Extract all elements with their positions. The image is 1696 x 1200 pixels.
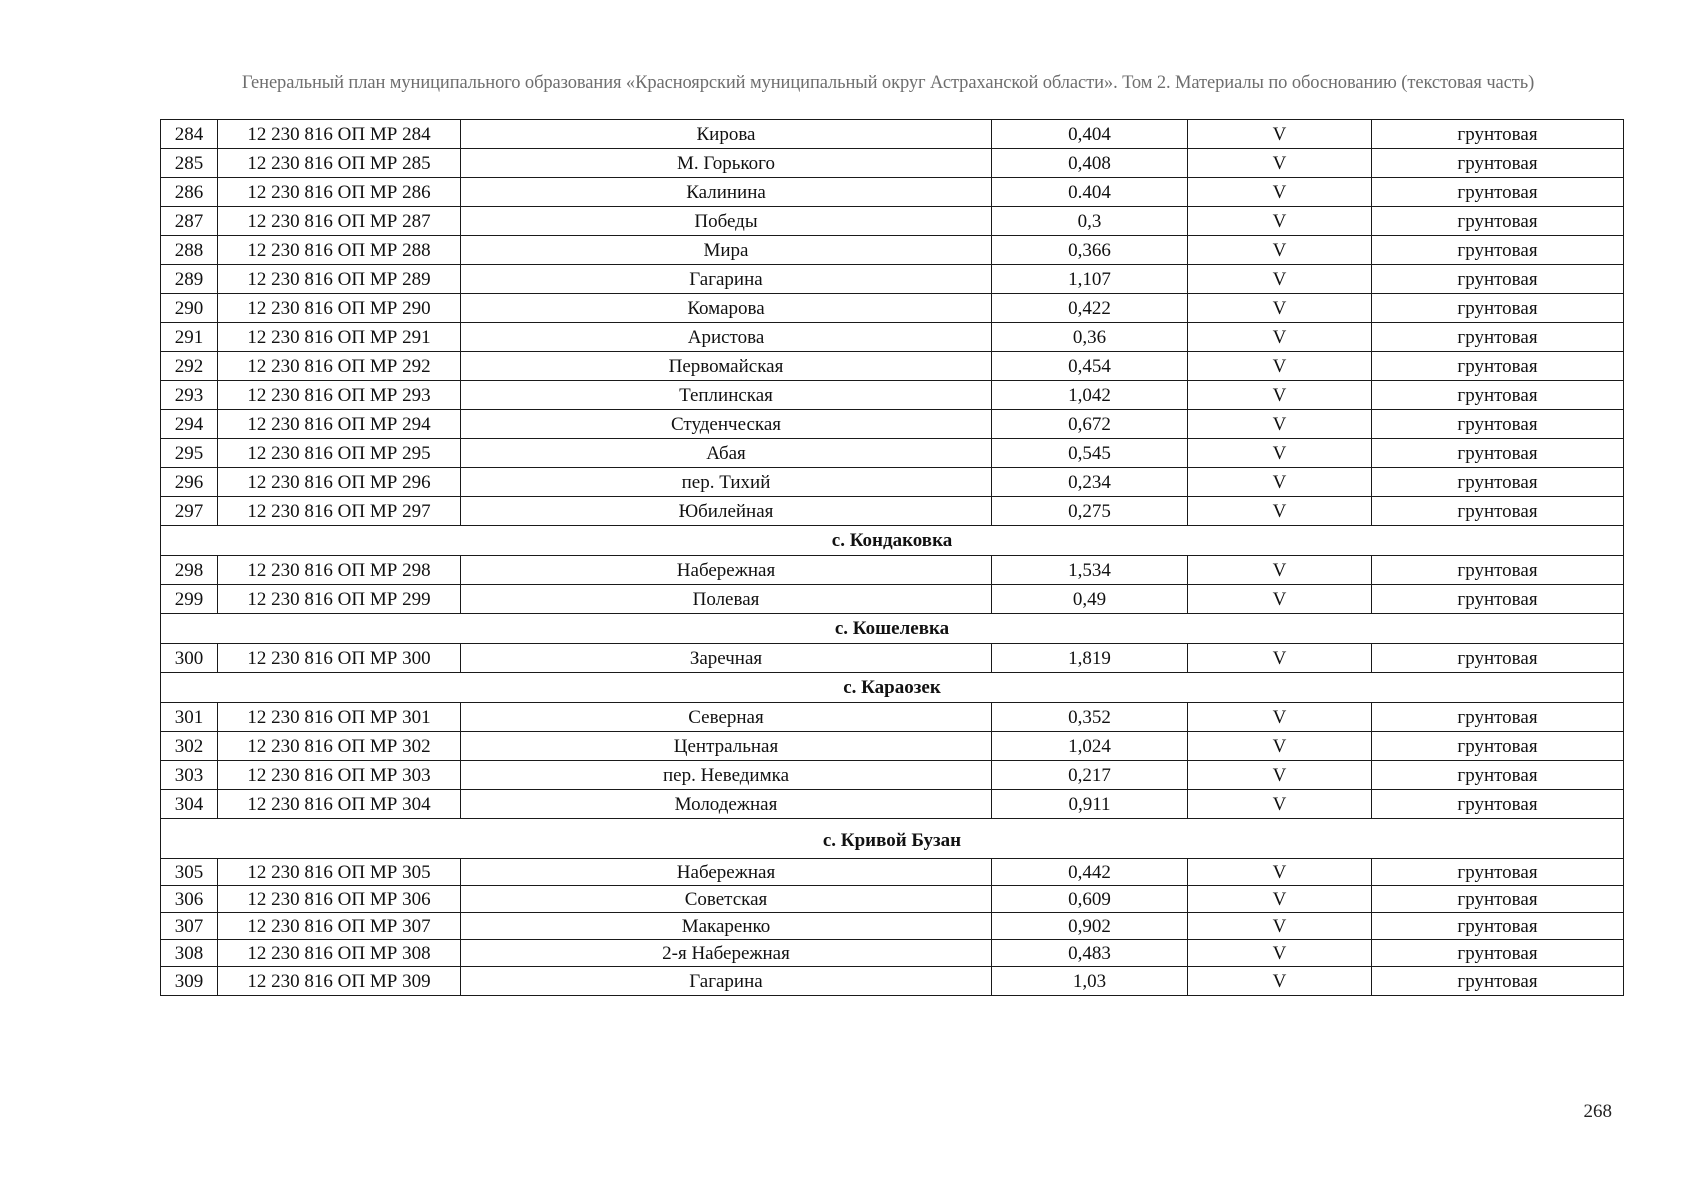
road-id-cell: 12 230 816 ОП МР 302 bbox=[218, 732, 461, 761]
road-name-cell: М. Горького bbox=[461, 149, 992, 178]
road-id-cell: 12 230 816 ОП МР 309 bbox=[218, 967, 461, 996]
table-row bbox=[161, 178, 1624, 207]
road-surface-cell: грунтовая bbox=[1372, 913, 1624, 940]
table-row bbox=[161, 761, 1624, 790]
road-id-cell: 12 230 816 ОП МР 297 bbox=[218, 497, 461, 526]
settlement-section-row bbox=[161, 673, 1624, 703]
road-length-cell: 1,819 bbox=[992, 644, 1188, 673]
road-length-cell: 0,454 bbox=[992, 352, 1188, 381]
road-length-cell: 0,483 bbox=[992, 940, 1188, 967]
roads-table-body bbox=[161, 120, 1624, 996]
road-surface-cell: грунтовая bbox=[1372, 178, 1624, 207]
road-name-cell: Юбилейная bbox=[461, 497, 992, 526]
road-category-cell: V bbox=[1188, 120, 1372, 149]
road-surface-cell: грунтовая bbox=[1372, 323, 1624, 352]
table-row bbox=[161, 497, 1624, 526]
row-number-cell: 308 bbox=[161, 940, 218, 967]
road-surface-cell: грунтовая bbox=[1372, 859, 1624, 886]
row-number-cell: 301 bbox=[161, 703, 218, 732]
road-id-cell: 12 230 816 ОП МР 294 bbox=[218, 410, 461, 439]
road-name-cell: Калинина bbox=[461, 178, 992, 207]
road-surface-cell: грунтовая bbox=[1372, 468, 1624, 497]
road-name-cell: Гагарина bbox=[461, 967, 992, 996]
road-id-cell: 12 230 816 ОП МР 284 bbox=[218, 120, 461, 149]
road-length-cell: 1,107 bbox=[992, 265, 1188, 294]
road-id-cell: 12 230 816 ОП МР 290 bbox=[218, 294, 461, 323]
road-category-cell: V bbox=[1188, 410, 1372, 439]
table-row bbox=[161, 556, 1624, 585]
road-surface-cell: грунтовая bbox=[1372, 886, 1624, 913]
road-length-cell: 0.404 bbox=[992, 178, 1188, 207]
road-length-cell: 0,609 bbox=[992, 886, 1188, 913]
road-category-cell: V bbox=[1188, 913, 1372, 940]
settlement-section-row bbox=[161, 526, 1624, 556]
road-length-cell: 1,534 bbox=[992, 556, 1188, 585]
road-name-cell: пер. Тихий bbox=[461, 468, 992, 497]
row-number-cell: 284 bbox=[161, 120, 218, 149]
row-number-cell: 300 bbox=[161, 644, 218, 673]
settlement-name: с. Караозек bbox=[161, 673, 1624, 703]
table-row bbox=[161, 265, 1624, 294]
table-row bbox=[161, 323, 1624, 352]
road-category-cell: V bbox=[1188, 790, 1372, 819]
row-number-cell: 285 bbox=[161, 149, 218, 178]
road-id-cell: 12 230 816 ОП МР 307 bbox=[218, 913, 461, 940]
road-length-cell: 0,49 bbox=[992, 585, 1188, 614]
table-row bbox=[161, 940, 1624, 967]
table-row bbox=[161, 790, 1624, 819]
road-name-cell: Макаренко bbox=[461, 913, 992, 940]
table-row bbox=[161, 886, 1624, 913]
road-surface-cell: грунтовая bbox=[1372, 265, 1624, 294]
road-surface-cell: грунтовая bbox=[1372, 439, 1624, 468]
table-row bbox=[161, 294, 1624, 323]
road-length-cell: 0,234 bbox=[992, 468, 1188, 497]
page-number: 268 bbox=[1583, 1101, 1612, 1122]
row-number-cell: 304 bbox=[161, 790, 218, 819]
road-id-cell: 12 230 816 ОП МР 299 bbox=[218, 585, 461, 614]
road-length-cell: 0,672 bbox=[992, 410, 1188, 439]
road-surface-cell: грунтовая bbox=[1372, 352, 1624, 381]
road-id-cell: 12 230 816 ОП МР 306 bbox=[218, 886, 461, 913]
road-name-cell: Первомайская bbox=[461, 352, 992, 381]
road-length-cell: 0,408 bbox=[992, 149, 1188, 178]
road-category-cell: V bbox=[1188, 178, 1372, 207]
road-category-cell: V bbox=[1188, 265, 1372, 294]
row-number-cell: 302 bbox=[161, 732, 218, 761]
road-name-cell: Полевая bbox=[461, 585, 992, 614]
table-row bbox=[161, 732, 1624, 761]
road-category-cell: V bbox=[1188, 207, 1372, 236]
road-id-cell: 12 230 816 ОП МР 288 bbox=[218, 236, 461, 265]
row-number-cell: 290 bbox=[161, 294, 218, 323]
road-surface-cell: грунтовая bbox=[1372, 294, 1624, 323]
row-number-cell: 299 bbox=[161, 585, 218, 614]
road-name-cell: Советская bbox=[461, 886, 992, 913]
road-surface-cell: грунтовая bbox=[1372, 410, 1624, 439]
road-name-cell: Заречная bbox=[461, 644, 992, 673]
table-row bbox=[161, 703, 1624, 732]
road-category-cell: V bbox=[1188, 703, 1372, 732]
road-id-cell: 12 230 816 ОП МР 287 bbox=[218, 207, 461, 236]
road-length-cell: 0,422 bbox=[992, 294, 1188, 323]
road-category-cell: V bbox=[1188, 585, 1372, 614]
road-name-cell: Абая bbox=[461, 439, 992, 468]
road-id-cell: 12 230 816 ОП МР 289 bbox=[218, 265, 461, 294]
road-name-cell: Молодежная bbox=[461, 790, 992, 819]
row-number-cell: 309 bbox=[161, 967, 218, 996]
road-category-cell: V bbox=[1188, 761, 1372, 790]
road-length-cell: 1,042 bbox=[992, 381, 1188, 410]
road-id-cell: 12 230 816 ОП МР 300 bbox=[218, 644, 461, 673]
road-length-cell: 0,911 bbox=[992, 790, 1188, 819]
running-header: Генеральный план муниципального образования «Красноярский муниципальный округ Астраханской области». Том 2. Материалы по обоснованию (текстовая часть) bbox=[241, 73, 1535, 93]
road-length-cell: 1,024 bbox=[992, 732, 1188, 761]
road-category-cell: V bbox=[1188, 294, 1372, 323]
road-name-cell: Набережная bbox=[461, 859, 992, 886]
road-name-cell: Набережная bbox=[461, 556, 992, 585]
road-id-cell: 12 230 816 ОП МР 303 bbox=[218, 761, 461, 790]
road-name-cell: Теплинская bbox=[461, 381, 992, 410]
road-surface-cell: грунтовая bbox=[1372, 120, 1624, 149]
road-category-cell: V bbox=[1188, 859, 1372, 886]
road-name-cell: Комарова bbox=[461, 294, 992, 323]
road-length-cell: 0,366 bbox=[992, 236, 1188, 265]
row-number-cell: 298 bbox=[161, 556, 218, 585]
road-surface-cell: грунтовая bbox=[1372, 790, 1624, 819]
road-id-cell: 12 230 816 ОП МР 291 bbox=[218, 323, 461, 352]
table-row bbox=[161, 967, 1624, 996]
table-row bbox=[161, 468, 1624, 497]
road-name-cell: Студенческая bbox=[461, 410, 992, 439]
road-category-cell: V bbox=[1188, 886, 1372, 913]
road-surface-cell: грунтовая bbox=[1372, 703, 1624, 732]
road-id-cell: 12 230 816 ОП МР 301 bbox=[218, 703, 461, 732]
table-row bbox=[161, 644, 1624, 673]
road-surface-cell: грунтовая bbox=[1372, 236, 1624, 265]
road-surface-cell: грунтовая bbox=[1372, 207, 1624, 236]
road-category-cell: V bbox=[1188, 644, 1372, 673]
road-category-cell: V bbox=[1188, 352, 1372, 381]
settlement-name: с. Кошелевка bbox=[161, 614, 1624, 644]
road-name-cell: Победы bbox=[461, 207, 992, 236]
road-category-cell: V bbox=[1188, 149, 1372, 178]
road-length-cell: 0,36 bbox=[992, 323, 1188, 352]
road-surface-cell: грунтовая bbox=[1372, 497, 1624, 526]
road-name-cell: Северная bbox=[461, 703, 992, 732]
road-name-cell: 2-я Набережная bbox=[461, 940, 992, 967]
road-category-cell: V bbox=[1188, 556, 1372, 585]
road-name-cell: пер. Неведимка bbox=[461, 761, 992, 790]
road-category-cell: V bbox=[1188, 323, 1372, 352]
row-number-cell: 293 bbox=[161, 381, 218, 410]
road-surface-cell: грунтовая bbox=[1372, 556, 1624, 585]
row-number-cell: 288 bbox=[161, 236, 218, 265]
road-surface-cell: грунтовая bbox=[1372, 644, 1624, 673]
table-row bbox=[161, 439, 1624, 468]
road-category-cell: V bbox=[1188, 940, 1372, 967]
road-id-cell: 12 230 816 ОП МР 304 bbox=[218, 790, 461, 819]
table-row bbox=[161, 149, 1624, 178]
row-number-cell: 296 bbox=[161, 468, 218, 497]
row-number-cell: 287 bbox=[161, 207, 218, 236]
row-number-cell: 295 bbox=[161, 439, 218, 468]
road-length-cell: 0,902 bbox=[992, 913, 1188, 940]
row-number-cell: 292 bbox=[161, 352, 218, 381]
table-row bbox=[161, 859, 1624, 886]
row-number-cell: 307 bbox=[161, 913, 218, 940]
row-number-cell: 297 bbox=[161, 497, 218, 526]
road-category-cell: V bbox=[1188, 381, 1372, 410]
road-surface-cell: грунтовая bbox=[1372, 940, 1624, 967]
road-length-cell: 0,404 bbox=[992, 120, 1188, 149]
roads-table bbox=[160, 119, 1624, 996]
road-category-cell: V bbox=[1188, 236, 1372, 265]
table-row bbox=[161, 207, 1624, 236]
row-number-cell: 291 bbox=[161, 323, 218, 352]
road-length-cell: 0,442 bbox=[992, 859, 1188, 886]
row-number-cell: 286 bbox=[161, 178, 218, 207]
road-id-cell: 12 230 816 ОП МР 298 bbox=[218, 556, 461, 585]
road-category-cell: V bbox=[1188, 497, 1372, 526]
road-id-cell: 12 230 816 ОП МР 293 bbox=[218, 381, 461, 410]
table-row bbox=[161, 381, 1624, 410]
row-number-cell: 289 bbox=[161, 265, 218, 294]
table-row bbox=[161, 585, 1624, 614]
road-name-cell: Аристова bbox=[461, 323, 992, 352]
road-length-cell: 0,3 bbox=[992, 207, 1188, 236]
road-surface-cell: грунтовая bbox=[1372, 585, 1624, 614]
road-id-cell: 12 230 816 ОП МР 295 bbox=[218, 439, 461, 468]
road-category-cell: V bbox=[1188, 439, 1372, 468]
road-length-cell: 0,217 bbox=[992, 761, 1188, 790]
road-length-cell: 0,275 bbox=[992, 497, 1188, 526]
table-row bbox=[161, 913, 1624, 940]
settlement-name: с. Кондаковка bbox=[161, 526, 1624, 556]
road-name-cell: Центральная bbox=[461, 732, 992, 761]
road-length-cell: 1,03 bbox=[992, 967, 1188, 996]
road-surface-cell: грунтовая bbox=[1372, 149, 1624, 178]
road-id-cell: 12 230 816 ОП МР 286 bbox=[218, 178, 461, 207]
road-category-cell: V bbox=[1188, 967, 1372, 996]
road-id-cell: 12 230 816 ОП МР 285 bbox=[218, 149, 461, 178]
table-row bbox=[161, 120, 1624, 149]
road-id-cell: 12 230 816 ОП МР 292 bbox=[218, 352, 461, 381]
road-surface-cell: грунтовая bbox=[1372, 381, 1624, 410]
settlement-section-row bbox=[161, 819, 1624, 859]
settlement-section-row bbox=[161, 614, 1624, 644]
road-category-cell: V bbox=[1188, 732, 1372, 761]
road-length-cell: 0,352 bbox=[992, 703, 1188, 732]
row-number-cell: 306 bbox=[161, 886, 218, 913]
road-surface-cell: грунтовая bbox=[1372, 732, 1624, 761]
row-number-cell: 303 bbox=[161, 761, 218, 790]
road-surface-cell: грунтовая bbox=[1372, 967, 1624, 996]
row-number-cell: 305 bbox=[161, 859, 218, 886]
table-row bbox=[161, 236, 1624, 265]
road-id-cell: 12 230 816 ОП МР 296 bbox=[218, 468, 461, 497]
road-category-cell: V bbox=[1188, 468, 1372, 497]
road-name-cell: Мира bbox=[461, 236, 992, 265]
settlement-name: с. Кривой Бузан bbox=[161, 819, 1624, 859]
row-number-cell: 294 bbox=[161, 410, 218, 439]
table-row bbox=[161, 352, 1624, 381]
road-id-cell: 12 230 816 ОП МР 305 bbox=[218, 859, 461, 886]
table-row bbox=[161, 410, 1624, 439]
road-length-cell: 0,545 bbox=[992, 439, 1188, 468]
road-name-cell: Гагарина bbox=[461, 265, 992, 294]
road-name-cell: Кирова bbox=[461, 120, 992, 149]
road-id-cell: 12 230 816 ОП МР 308 bbox=[218, 940, 461, 967]
road-surface-cell: грунтовая bbox=[1372, 761, 1624, 790]
